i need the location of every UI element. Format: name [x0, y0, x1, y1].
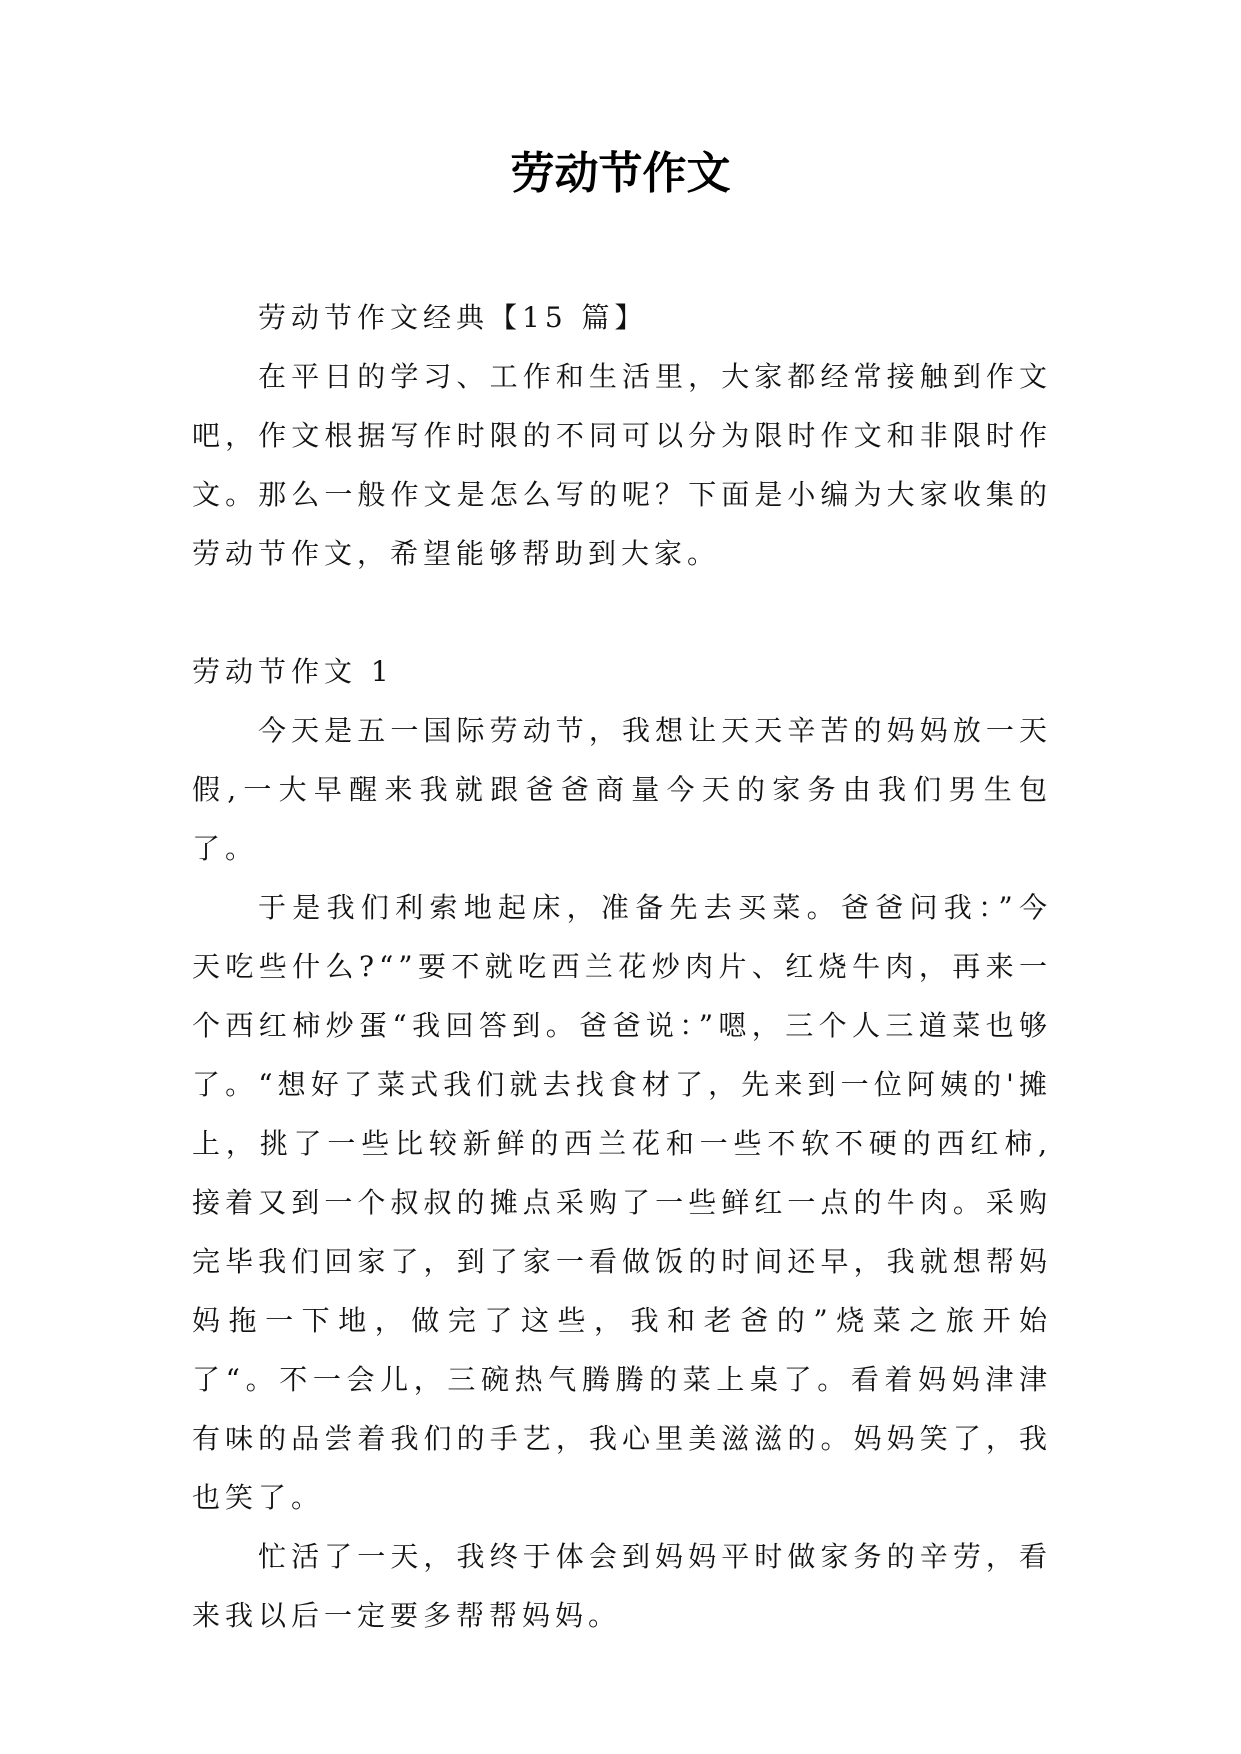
document-subtitle: 劳动节作文经典【15 篇】 [258, 301, 648, 334]
essay-heading: 劳动节作文 1 [192, 655, 394, 688]
essay-paragraph: 忙活了一天，我终于体会到妈妈平时做家务的辛劳，看来我以后一定要多帮帮妈妈。 [192, 1540, 1052, 1632]
section-spacer [192, 583, 1052, 642]
intro-paragraph: 在平日的学习、工作和生活里，大家都经常接触到作文吧，作文根据写作时限的不同可以分为限时作文和非限时作文。那么一般作文是怎么写的呢？下面是小编为大家收集的劳动节作文，希望能够帮助到大家。 [192, 360, 1052, 570]
essay-paragraph: 于是我们利索地起床，准备先去买菜。爸爸问我：”今天吃些什么?“”要不就吃西兰花炒肉片、红烧牛肉，再来一个西红柿炒蛋“我回答到。爸爸说：”嗯，三个人三道菜也够了。“想好了菜式我们就去找食材了，先来到一位阿姨的'摊上，挑了一些比较新鲜的西兰花和一些不软不硬的西红柿,接着又到一个叔叔的摊点采购了一些鲜红一点的牛肉。采购完毕我们回家了，到了家一看做饭的时间还早，我就想帮妈妈拖一下地，做完了这些，我和老爸的”烧菜之旅开始了“。不一会儿，三碗热气腾腾的菜上桌了。看着妈妈津津有味的品尝着我们的手艺，我心里美滋滋的。妈妈笑了，我也笑了。 [192, 891, 1052, 1514]
document-body [192, 288, 1052, 1645]
essay-paragraph: 今天是五一国际劳动节，我想让天天辛苦的妈妈放一天假,一大早醒来我就跟爸爸商量今天的家务由我们男生包了。 [192, 714, 1052, 865]
page-title: 劳动节作文 [510, 148, 731, 199]
